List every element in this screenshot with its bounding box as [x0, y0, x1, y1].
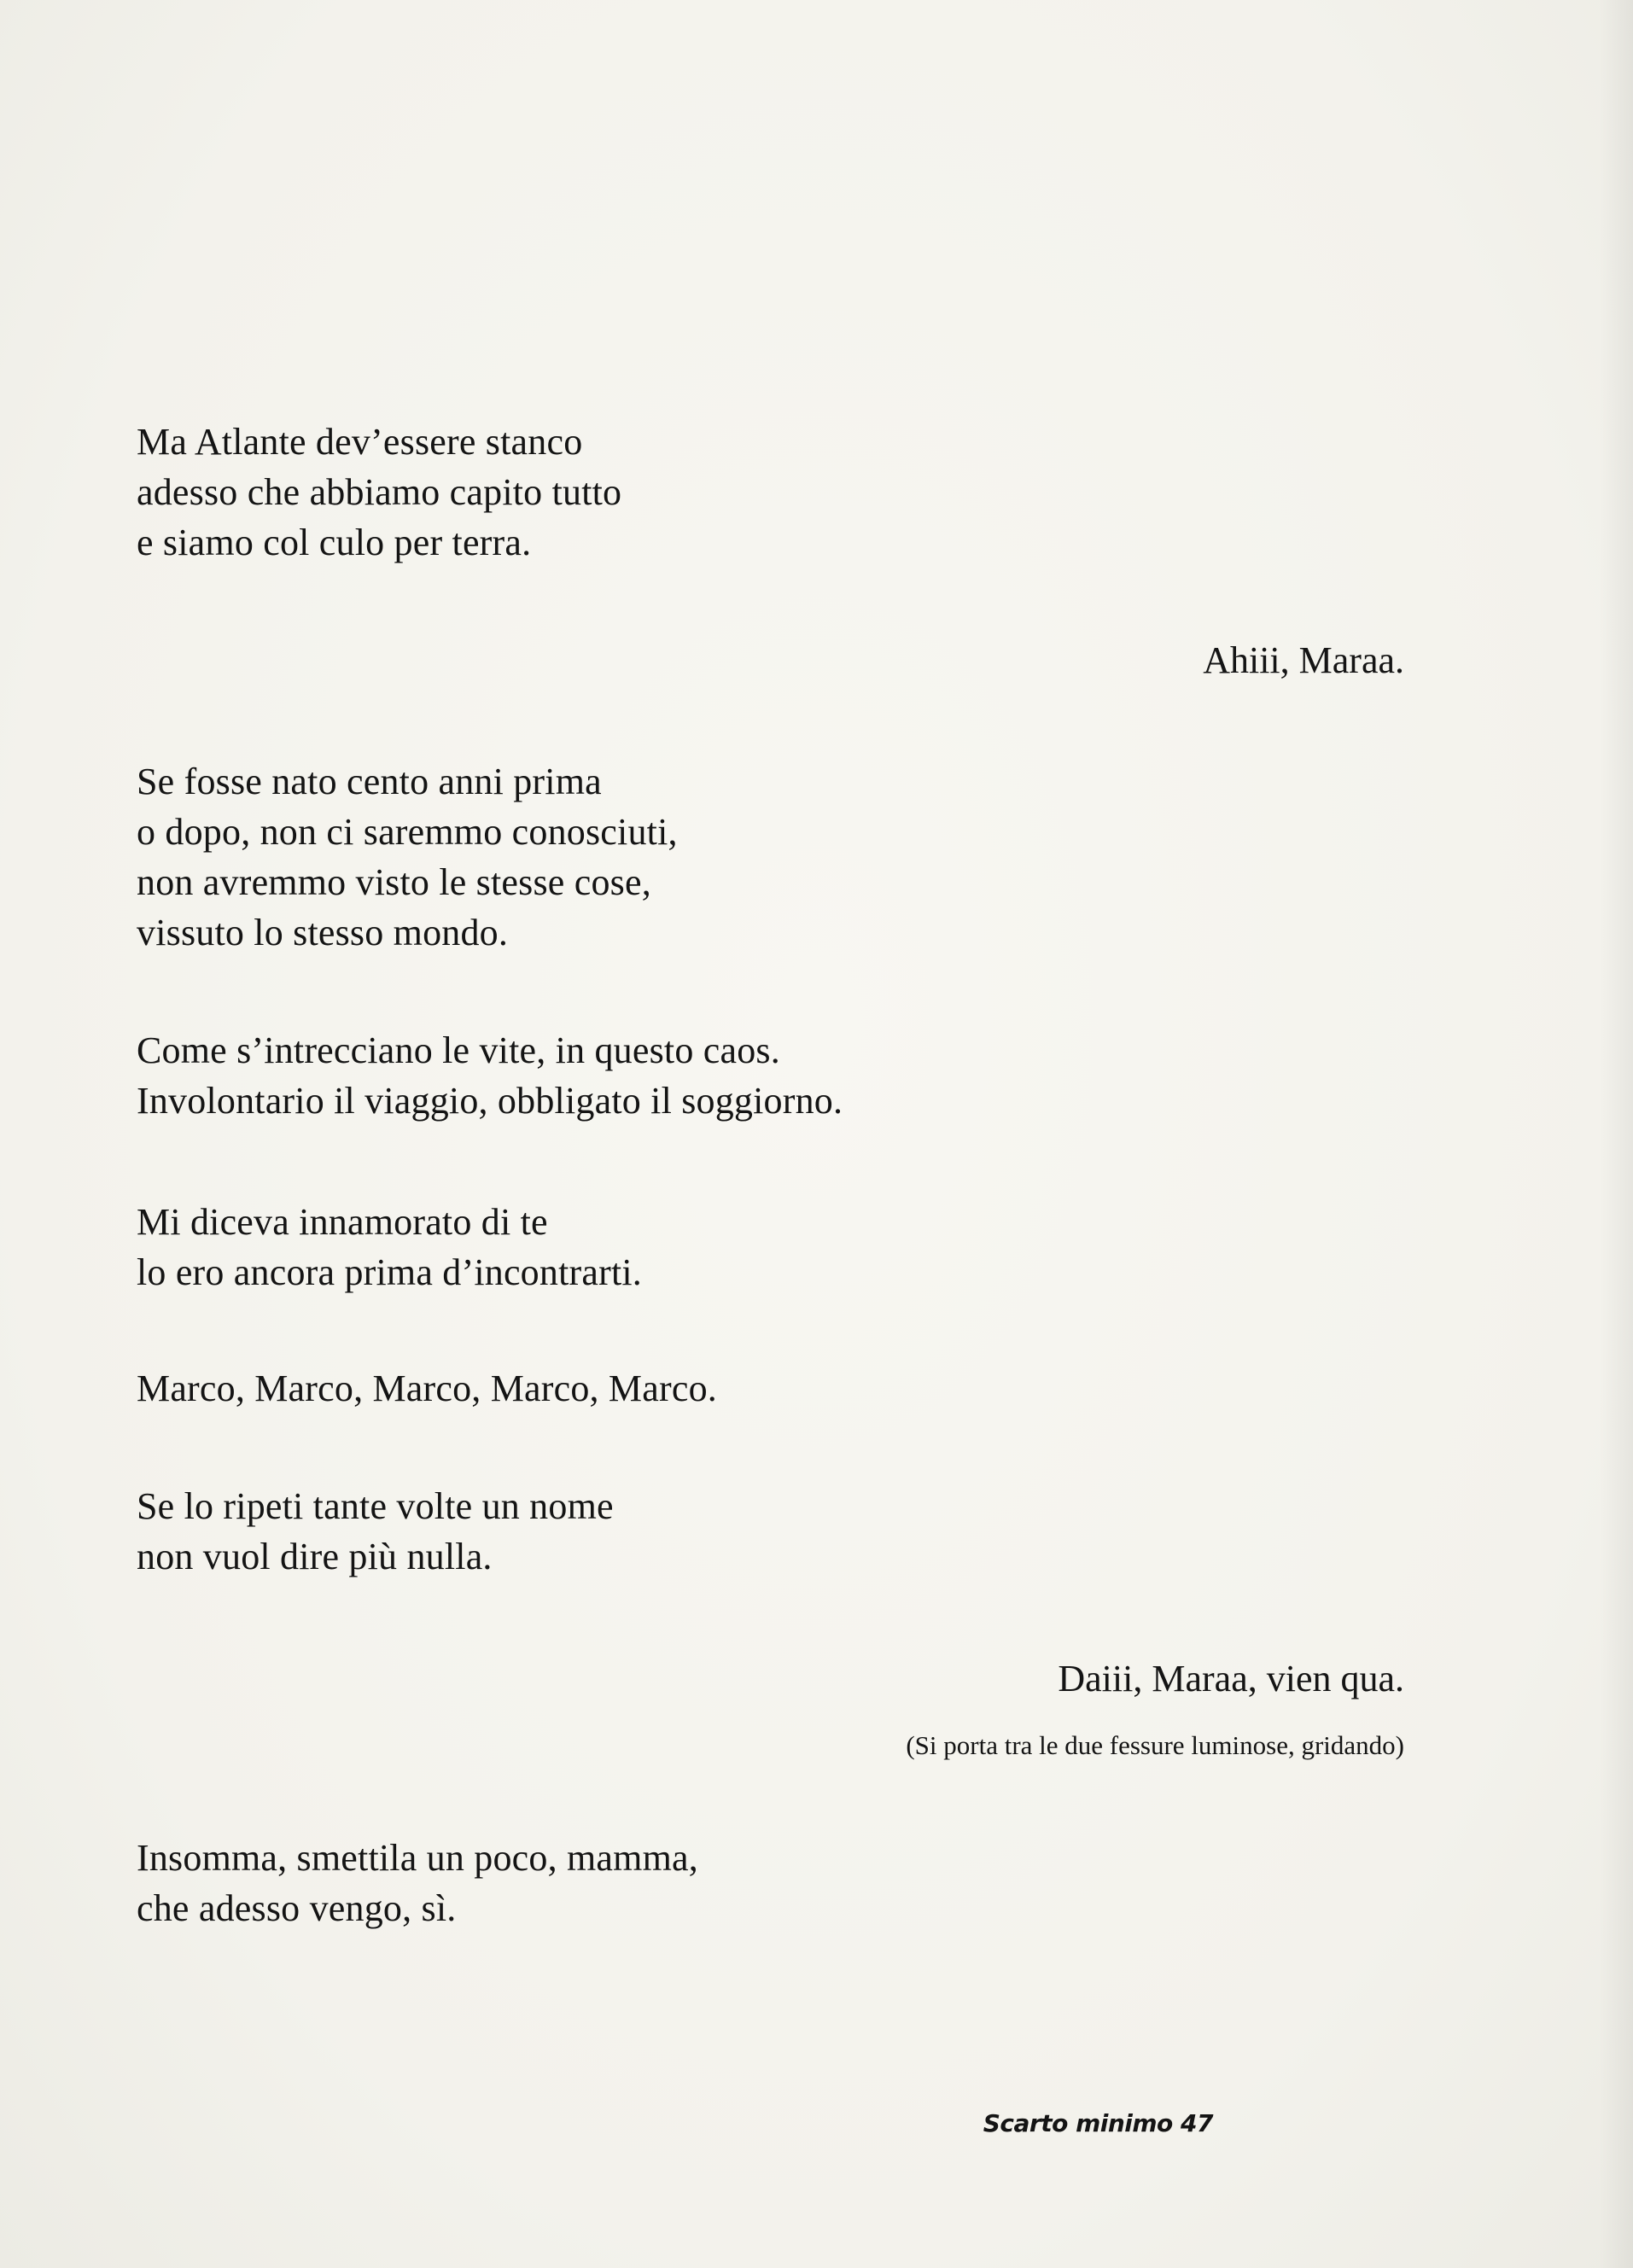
verse-line: Involontario il viaggio, obbligato il soggiorno. [137, 1080, 843, 1122]
verse-line: vissuto lo stesso mondo. [137, 912, 509, 953]
stanza-3 [137, 1025, 843, 1126]
verse-line: non avremmo visto le stesse cose, [137, 861, 651, 903]
verse-line: Mi diceva innamorato di te [137, 1201, 548, 1243]
stanza-7 [137, 1833, 698, 1933]
stanza-1 [137, 417, 621, 568]
stanza-6 [137, 1481, 614, 1582]
verse-line: non vuol dire più nulla. [137, 1536, 493, 1577]
verse-line: o dopo, non ci saremmo conosciuti, [137, 811, 678, 853]
stanza-4 [137, 1197, 642, 1297]
page-folio: Scarto minimo 47 [983, 2109, 1213, 2137]
refrain-ahiii: Ahiii, Maraa. [1203, 639, 1404, 681]
verse-line: Ma Atlante dev’essere stanco [137, 421, 583, 463]
refrain-daiii: Daiii, Maraa, vien qua. [1058, 1658, 1404, 1700]
verse-line: Come s’intrecciano le vite, in questo caos. [137, 1029, 780, 1071]
verse-line: Se fosse nato cento anni prima [137, 761, 602, 802]
stage-direction: (Si porta tra le due fessure luminose, gridando) [906, 1730, 1404, 1760]
stanza-5 [137, 1363, 717, 1414]
verse-line: Marco, Marco, Marco, Marco, Marco. [137, 1367, 717, 1409]
verse-line: che adesso vengo, sì. [137, 1887, 457, 1929]
verse-line: Se lo ripeti tante volte un nome [137, 1485, 614, 1527]
verse-line: Insomma, smettila un poco, mamma, [137, 1837, 698, 1879]
stanza-2 [137, 756, 678, 958]
verse-line: adesso che abbiamo capito tutto [137, 471, 622, 513]
verse-line: e siamo col culo per terra. [137, 522, 532, 563]
verse-line: lo ero ancora prima d’incontrarti. [137, 1251, 642, 1293]
page-edge-shadow [1599, 0, 1633, 2268]
